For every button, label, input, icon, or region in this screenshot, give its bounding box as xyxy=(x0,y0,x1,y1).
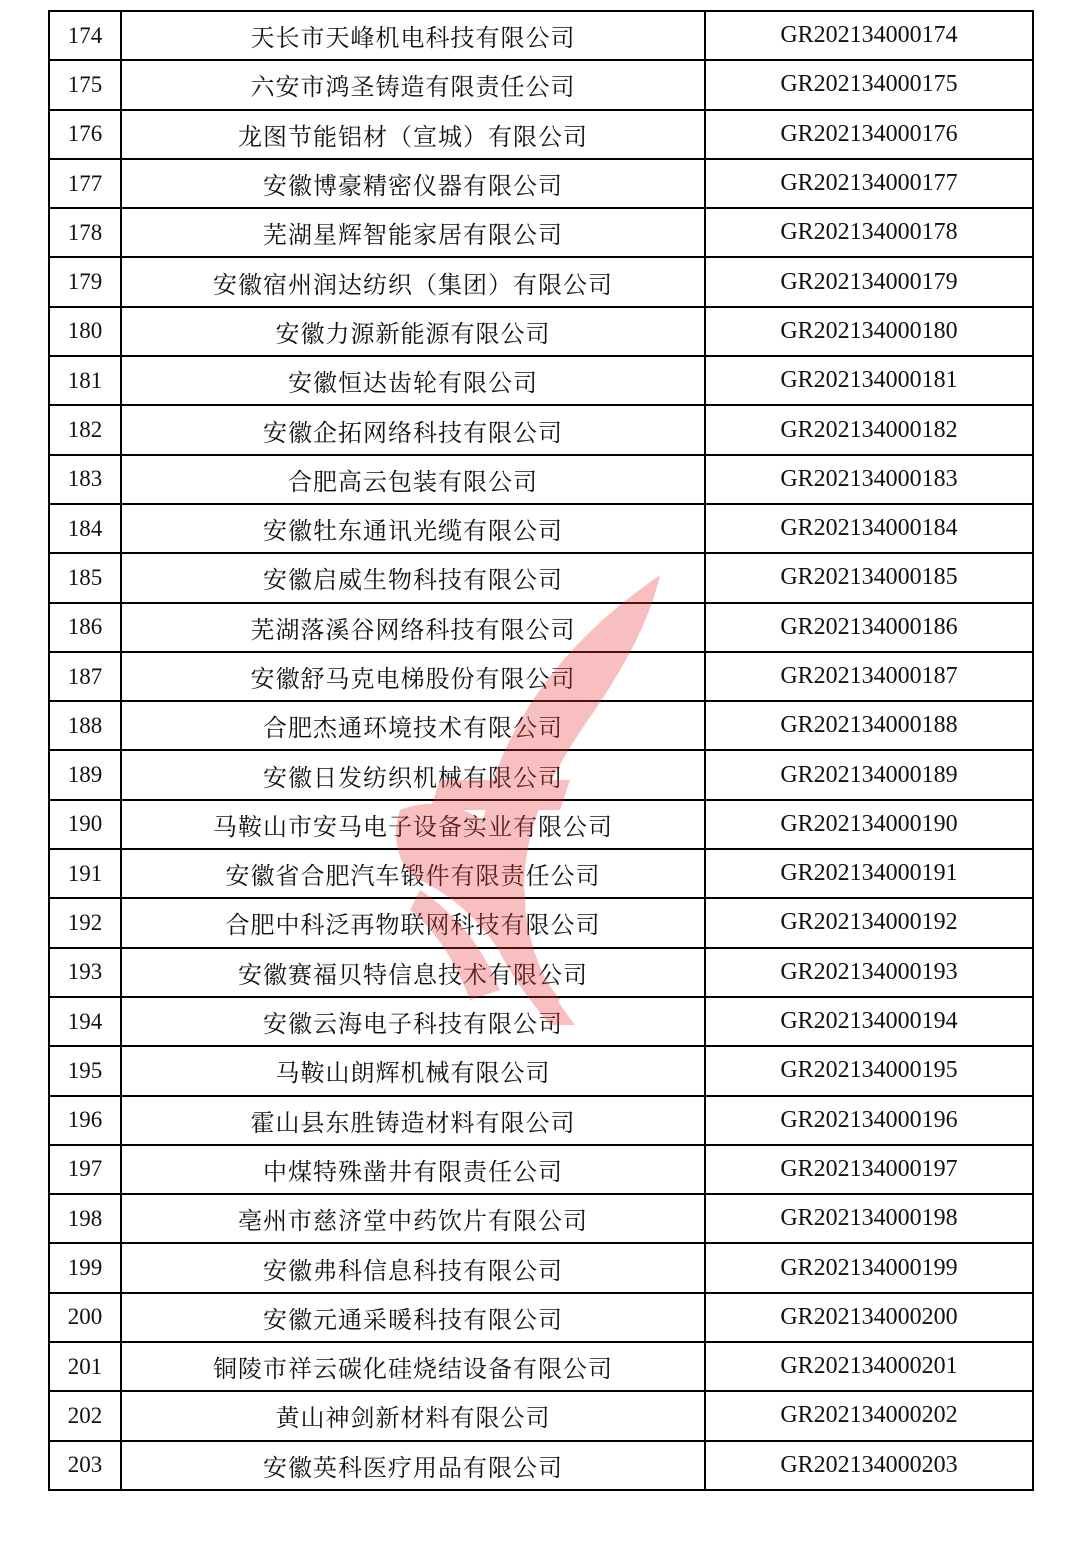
table-row xyxy=(49,603,1033,652)
company-name-cell: 安徽博豪精密仪器有限公司 xyxy=(121,159,705,208)
table-row xyxy=(49,800,1033,849)
table-row xyxy=(49,701,1033,750)
certificate-code-cell: GR202134000181 xyxy=(705,356,1033,405)
row-number-cell: 189 xyxy=(49,750,121,799)
certificate-code-cell: GR202134000201 xyxy=(705,1342,1033,1391)
certificate-code-cell: GR202134000174 xyxy=(705,11,1033,60)
company-name-cell: 铜陵市祥云碳化硅烧结设备有限公司 xyxy=(121,1342,705,1391)
table-row xyxy=(49,405,1033,454)
certificate-code-cell: GR202134000195 xyxy=(705,1046,1033,1095)
company-name-cell: 安徽舒马克电梯股份有限公司 xyxy=(121,652,705,701)
company-name-cell: 安徽英科医疗用品有限公司 xyxy=(121,1441,705,1490)
company-name-cell: 安徽启威生物科技有限公司 xyxy=(121,553,705,602)
table-row xyxy=(49,455,1033,504)
row-number-cell: 200 xyxy=(49,1293,121,1342)
table-row xyxy=(49,1096,1033,1145)
table-row xyxy=(49,849,1033,898)
row-number-cell: 197 xyxy=(49,1145,121,1194)
company-name-cell: 安徽元通采暖科技有限公司 xyxy=(121,1293,705,1342)
company-name-cell: 黄山神剑新材料有限公司 xyxy=(121,1391,705,1440)
company-name-cell: 合肥中科泛再物联网科技有限公司 xyxy=(121,898,705,947)
company-name-cell: 安徽恒达齿轮有限公司 xyxy=(121,356,705,405)
table-row xyxy=(49,504,1033,553)
certificate-code-cell: GR202134000191 xyxy=(705,849,1033,898)
certificate-code-cell: GR202134000194 xyxy=(705,997,1033,1046)
table-row xyxy=(49,948,1033,997)
company-name-cell: 马鞍山市安马电子设备实业有限公司 xyxy=(121,800,705,849)
row-number-cell: 175 xyxy=(49,60,121,109)
table-row xyxy=(49,1293,1033,1342)
table-row xyxy=(49,750,1033,799)
company-name-cell: 芜湖落溪谷网络科技有限公司 xyxy=(121,603,705,652)
certificate-code-cell: GR202134000190 xyxy=(705,800,1033,849)
table-row xyxy=(49,1194,1033,1243)
certificate-code-cell: GR202134000203 xyxy=(705,1441,1033,1490)
table-row xyxy=(49,1243,1033,1292)
company-name-cell: 安徽日发纺织机械有限公司 xyxy=(121,750,705,799)
certificate-code-cell: GR202134000202 xyxy=(705,1391,1033,1440)
company-name-cell: 芜湖星辉智能家居有限公司 xyxy=(121,208,705,257)
table-row xyxy=(49,1441,1033,1490)
row-number-cell: 194 xyxy=(49,997,121,1046)
company-name-cell: 龙图节能铝材（宣城）有限公司 xyxy=(121,110,705,159)
company-name-cell: 安徽牡东通讯光缆有限公司 xyxy=(121,504,705,553)
row-number-cell: 196 xyxy=(49,1096,121,1145)
certificate-code-cell: GR202134000198 xyxy=(705,1194,1033,1243)
row-number-cell: 192 xyxy=(49,898,121,947)
row-number-cell: 174 xyxy=(49,11,121,60)
row-number-cell: 202 xyxy=(49,1391,121,1440)
certificate-code-cell: GR202134000185 xyxy=(705,553,1033,602)
row-number-cell: 182 xyxy=(49,405,121,454)
certificate-code-cell: GR202134000178 xyxy=(705,208,1033,257)
certificate-code-cell: GR202134000199 xyxy=(705,1243,1033,1292)
company-name-cell: 马鞍山朗辉机械有限公司 xyxy=(121,1046,705,1095)
row-number-cell: 176 xyxy=(49,110,121,159)
certificate-code-cell: GR202134000176 xyxy=(705,110,1033,159)
certificate-code-cell: GR202134000182 xyxy=(705,405,1033,454)
table-row xyxy=(49,356,1033,405)
table-row xyxy=(49,11,1033,60)
certificate-code-cell: GR202134000175 xyxy=(705,60,1033,109)
company-name-cell: 安徽宿州润达纺织（集团）有限公司 xyxy=(121,257,705,306)
row-number-cell: 184 xyxy=(49,504,121,553)
row-number-cell: 179 xyxy=(49,257,121,306)
table-row xyxy=(49,898,1033,947)
table-row xyxy=(49,1391,1033,1440)
row-number-cell: 185 xyxy=(49,553,121,602)
certificate-code-cell: GR202134000177 xyxy=(705,159,1033,208)
table-row xyxy=(49,1342,1033,1391)
row-number-cell: 181 xyxy=(49,356,121,405)
table-row xyxy=(49,208,1033,257)
table-row xyxy=(49,307,1033,356)
company-name-cell: 安徽省合肥汽车锻件有限责任公司 xyxy=(121,849,705,898)
certificate-code-cell: GR202134000197 xyxy=(705,1145,1033,1194)
company-name-cell: 六安市鸿圣铸造有限责任公司 xyxy=(121,60,705,109)
table-row xyxy=(49,1046,1033,1095)
row-number-cell: 183 xyxy=(49,455,121,504)
company-name-cell: 安徽弗科信息科技有限公司 xyxy=(121,1243,705,1292)
company-name-cell: 安徽云海电子科技有限公司 xyxy=(121,997,705,1046)
certificate-code-cell: GR202134000188 xyxy=(705,701,1033,750)
row-number-cell: 186 xyxy=(49,603,121,652)
company-name-cell: 合肥杰通环境技术有限公司 xyxy=(121,701,705,750)
row-number-cell: 190 xyxy=(49,800,121,849)
table-row xyxy=(49,1145,1033,1194)
row-number-cell: 180 xyxy=(49,307,121,356)
certificate-code-cell: GR202134000179 xyxy=(705,257,1033,306)
row-number-cell: 188 xyxy=(49,701,121,750)
company-name-cell: 安徽力源新能源有限公司 xyxy=(121,307,705,356)
company-name-cell: 安徽赛福贝特信息技术有限公司 xyxy=(121,948,705,997)
table-row xyxy=(49,553,1033,602)
certificate-code-cell: GR202134000187 xyxy=(705,652,1033,701)
row-number-cell: 193 xyxy=(49,948,121,997)
certificate-code-cell: GR202134000193 xyxy=(705,948,1033,997)
certificate-code-cell: GR202134000189 xyxy=(705,750,1033,799)
row-number-cell: 195 xyxy=(49,1046,121,1095)
certificate-code-cell: GR202134000186 xyxy=(705,603,1033,652)
table-row xyxy=(49,652,1033,701)
certificate-code-cell: GR202134000180 xyxy=(705,307,1033,356)
certificate-code-cell: GR202134000200 xyxy=(705,1293,1033,1342)
certificate-code-cell: GR202134000196 xyxy=(705,1096,1033,1145)
row-number-cell: 198 xyxy=(49,1194,121,1243)
company-name-cell: 天长市天峰机电科技有限公司 xyxy=(121,11,705,60)
certificate-table xyxy=(48,10,1034,1491)
row-number-cell: 191 xyxy=(49,849,121,898)
table-row xyxy=(49,997,1033,1046)
company-name-cell: 安徽企拓网络科技有限公司 xyxy=(121,405,705,454)
row-number-cell: 203 xyxy=(49,1441,121,1490)
table-row xyxy=(49,60,1033,109)
certificate-code-cell: GR202134000192 xyxy=(705,898,1033,947)
certificate-code-cell: GR202134000183 xyxy=(705,455,1033,504)
certificate-code-cell: GR202134000184 xyxy=(705,504,1033,553)
row-number-cell: 177 xyxy=(49,159,121,208)
company-name-cell: 中煤特殊凿井有限责任公司 xyxy=(121,1145,705,1194)
row-number-cell: 199 xyxy=(49,1243,121,1292)
table-row xyxy=(49,257,1033,306)
row-number-cell: 178 xyxy=(49,208,121,257)
row-number-cell: 187 xyxy=(49,652,121,701)
company-name-cell: 亳州市慈济堂中药饮片有限公司 xyxy=(121,1194,705,1243)
table-body xyxy=(49,11,1033,1490)
table-row xyxy=(49,110,1033,159)
table-row xyxy=(49,159,1033,208)
row-number-cell: 201 xyxy=(49,1342,121,1391)
company-name-cell: 合肥高云包装有限公司 xyxy=(121,455,705,504)
company-name-cell: 霍山县东胜铸造材料有限公司 xyxy=(121,1096,705,1145)
